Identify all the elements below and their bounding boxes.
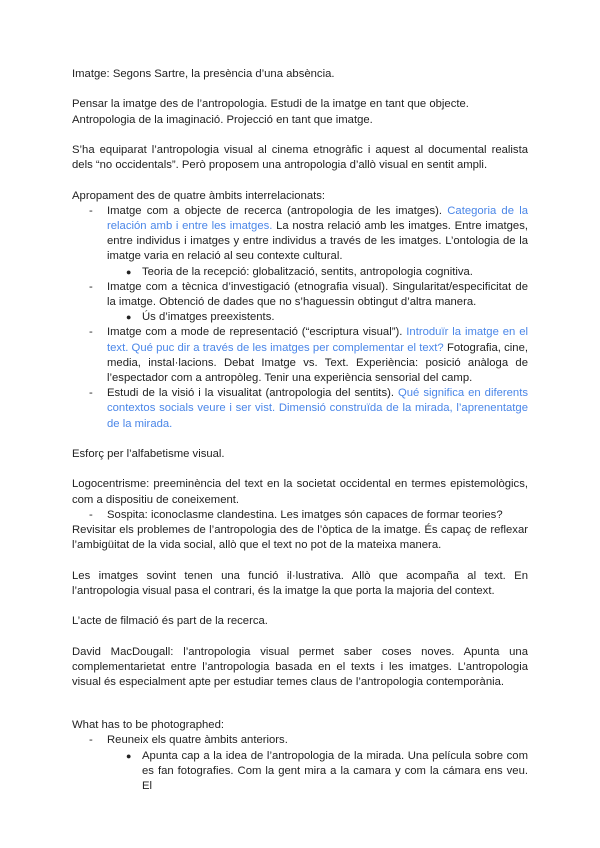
dash-marker: - xyxy=(89,326,93,339)
area-1-highlight: Categoria de la relación amb i entre les imatges. xyxy=(107,204,528,232)
photographed-item-text: Reuneix els quatre àmbits anteriors. xyxy=(107,734,288,747)
list-item-area-4 xyxy=(72,386,528,432)
area-1-text: Imatge com a objecte de recerca (antropologia de les imatges). xyxy=(107,204,443,217)
area-3-highlight: Introduïr la imatge en el text. Qué puc dir a través de les imatges per complementar el text? xyxy=(107,326,529,354)
dash-marker: - xyxy=(89,387,93,400)
area-3-text: Imatge com a mode de representació (“escriptura visual”). xyxy=(107,326,403,339)
area-2-text: Imatge com a tècnica d’investigació (etnografia visual). Singularitat/especificitat de la imatge. Obtenció de dades que no s’haguessin obtingut d’altra manera. xyxy=(107,280,528,308)
dash-marker: - xyxy=(89,280,93,293)
sub-item-photographed xyxy=(72,749,528,795)
intro-line-2: Antropologia de la imaginació. Projecció en tant que imatge. xyxy=(72,113,373,126)
logocentrism-paragraph: Logocentrisme: preeminència del text en la societat occidental en termes epistemològics, com a dispositiu de coneixement. xyxy=(72,478,528,506)
list-item-area-2 xyxy=(72,280,528,310)
dash-marker: - xyxy=(89,508,93,521)
suspicion-text: Sospita: iconoclasme clandestina. Les imatges són capaces de formar teories? xyxy=(107,508,503,521)
area-1-rest: La nostra relació amb les imatges. Entre imatges, entre individus i imatges y entre individus a través de les imatges. L’ontologia de la imatge varia en relació al seu contexte cultural. xyxy=(107,219,529,263)
area-4-highlight: Qué significa en diferents contextos socials veure i ser vist. Dimensió construïda de la mirada, l’aprenentatge de la mirada. xyxy=(107,387,528,430)
list-item-area-3 xyxy=(72,325,528,386)
area-3-rest: Fotografia, cine, media, instal·lacions. Debat Imatge vs. Text. Experiència: posició anàloga de l’espectador com a antropòleg. Tenir una experiència sensorial del camp. xyxy=(107,341,529,385)
area-2-sub: Ús d’imatges preexistents. xyxy=(142,311,275,324)
approach-heading: Apropament des de quatre àmbits interrelacionats: xyxy=(72,189,326,202)
intro-line-1: Pensar la imatge des de l’antropologia. Estudi de la imatge en tant que objecte. xyxy=(72,98,469,111)
list-item-photographed xyxy=(72,733,528,748)
filming-paragraph: L’acte de filmació és part de la recerca. xyxy=(72,615,268,628)
literacy-paragraph: Esforç per l’alfabetisme visual. xyxy=(72,448,225,461)
bullet-marker: ● xyxy=(126,266,132,277)
bullet-marker: ● xyxy=(126,312,132,323)
bullet-marker: ● xyxy=(126,750,132,761)
photographed-heading: What has to be photographed: xyxy=(72,719,224,732)
revisit-paragraph: Revisitar els problemes de l’antropologia des de l’òptica de la imatge. És capaç de reflexar l’ambigüitat de la vida social, allò que el text no pot de la mateixa manera. xyxy=(72,524,528,552)
equip-paragraph: S’ha equiparat l’antropologia visual al cinema etnogràfic i aquest al documental realista dels “no occidentals”. Però proposem una antropologia d’allò visual en sentit ampli. xyxy=(72,143,528,172)
photographed-sub-text: Apunta cap a la idea de l’antropologia de la mirada. Una película sobre com es fan fotografies. Com la gent mira a la camara y com la cámara ens veu. El xyxy=(142,749,528,793)
area-4-text: Estudi de la visió i la visualitat (antropologia del sentits). xyxy=(107,387,394,400)
illustrative-paragraph: Les imatges sovint tenen una funció il·lustrativa. Allò que acompaña al text. En l’antropologia visual pasa el contrari, és la imatge la que porta la majoria del context. xyxy=(72,569,528,597)
dash-marker: - xyxy=(89,204,93,217)
area-1-sub: Teoria de la recepció: globalització, sentits, antropologia cognitiva. xyxy=(142,265,473,278)
page-title: Imatge: Segons Sartre, la presència d’una absència. xyxy=(72,68,335,80)
macdougall-paragraph: David MacDougall: l’antropologia visual permet saber coses noves. Apunta una complementarietat entre l’antropologia basada en el texts i les imatges. L’antropologia visual és especialment apte per estudiar temes claus de l’antropologia contemporània. xyxy=(72,645,528,688)
list-item-suspicion xyxy=(72,508,528,523)
dash-marker: - xyxy=(89,734,93,747)
list-item-area-1 xyxy=(72,204,528,265)
sub-item-area-1 xyxy=(72,265,528,280)
sub-item-area-2 xyxy=(72,310,528,325)
